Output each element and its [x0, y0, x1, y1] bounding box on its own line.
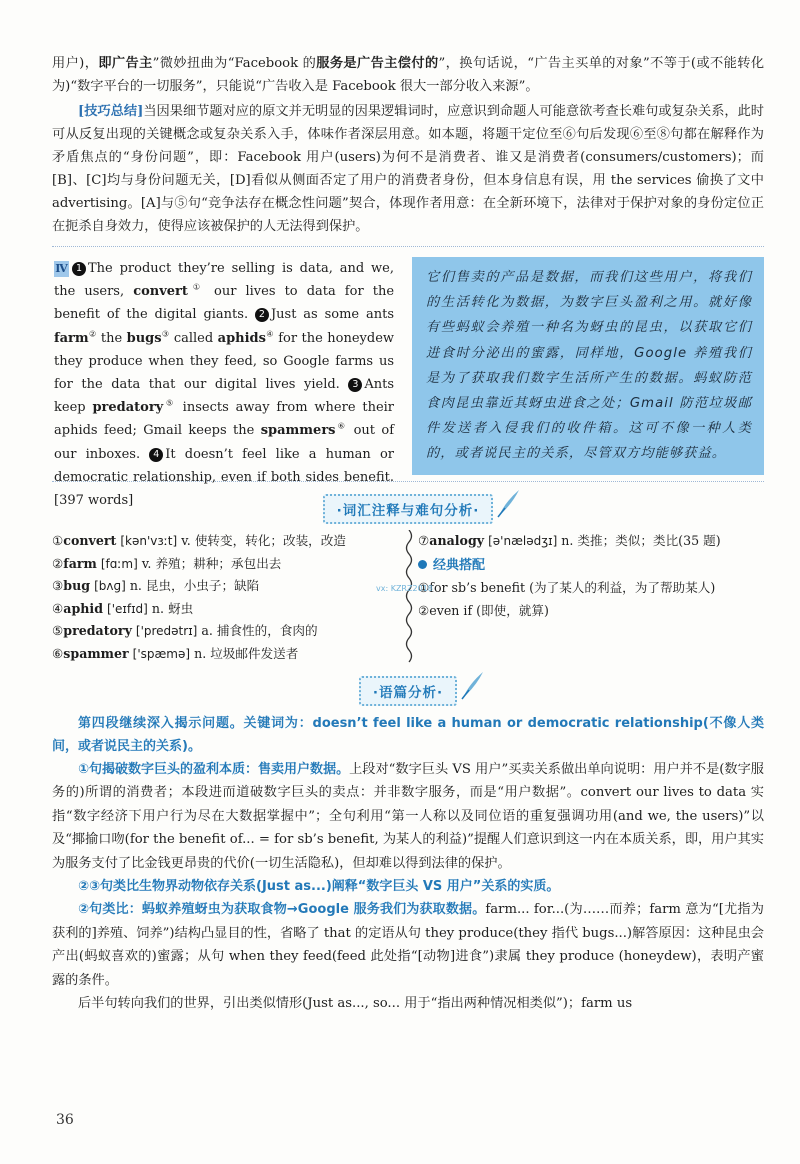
passage-section-4 [52, 257, 764, 509]
vocab-item [52, 620, 400, 643]
vocab-word: farm [54, 330, 89, 346]
passage-text: our lives to data for the benefit of the digital giants. [54, 284, 395, 323]
analysis-banner-wrap [52, 676, 764, 704]
discourse-analysis [52, 712, 764, 1015]
footnote-marker: ⑤ [163, 398, 176, 408]
collocation-item: ①for sb’s benefit (为了某人的利益，为了帮助某人) [418, 580, 716, 596]
tip-summary-paragraph [52, 100, 764, 238]
dotted-divider [52, 246, 764, 247]
vocab-word: aphids [217, 330, 266, 346]
vocab-word: predatory [92, 400, 164, 416]
analysis-paragraph-1: ①句揭破数字巨头的盈利本质：售卖用户数据。上段对“数字巨头 VS 用户”买卖关系做出单向说明：用户并不是(数字服务的)所谓的消费者；本段进而道破数字巨头的卖点：并非数字服务，而是“用户数据”。convert our lives to data 实指“数字经济下用户行为尽在大数据掌握中”；全句利用“第一人称以及同位语的重复强调功用(and we, the users)”以及“揶揄口吻(for the benefit of... = for sb’s benefit, 为某人的利益)”提醒人们意识到这一内在本质关系，即，用户其实为服务支付了比金钱更昂贵的代价(一切生活隐私)，但却难以得到法律的保护。 [52, 762, 764, 871]
vocab-item [52, 575, 400, 598]
vocab-headword: aphid [63, 600, 104, 616]
vocab-banner-wrap [52, 494, 764, 522]
text-run: 用户)， [52, 56, 99, 71]
passage-text: The product they’re selling is data, and we, the users, [54, 261, 394, 300]
paragraph-continuation [52, 52, 764, 98]
footnote-marker: ③ [161, 329, 170, 339]
english-passage [52, 257, 395, 509]
vocab-phonetic: [bʌɡ] [94, 579, 126, 594]
sentence-number: 4 [149, 448, 163, 462]
vocab-section [52, 530, 764, 670]
analysis-banner [359, 676, 457, 706]
passage-text: It doesn’t feel like a human or democratic relationship, even if both sides benefit. [397 words] [54, 446, 394, 509]
vocab-headword: convert [63, 533, 117, 548]
vocab-headword: analogy [429, 533, 485, 548]
passage-text: Just as some ants [270, 307, 394, 323]
passage-text: Ants keep [54, 377, 394, 416]
analysis-heading-2: ②③句类比生物界动物依存关系(Just as...)阐释“数字巨头 VS 用户”关系的实质。 [78, 879, 560, 895]
passage-text: called [169, 330, 218, 346]
chinese-translation-box: 它们售卖的产品是数据，而我们这些用户，将我们的生活转化为数据，为数字巨头盈利之用。就好像有些蚂蚁会养殖一种名为蚜虫的昆虫，以获取它们进食时分泌出的蜜露，同样地，Google 养殖我们是为了获取我们数字生活所产生的数据。蚂蚁防范食肉昆虫靠近其蚜虫进食之处；Gmail 防范垃圾邮件发送者入侵我们的收件箱。这可不像一种人类的，或者说民主的关系，尽管双方均能够获益。 [412, 257, 764, 475]
vocab-definition: n. 昆虫，小虫子；缺陷 [129, 578, 260, 594]
classic-collocation-title: 经典搭配 [418, 555, 764, 578]
vocab-phonetic: [kən'vɜːt] [120, 534, 178, 548]
vocab-num: ③ [52, 578, 64, 594]
footnote-marker: ② [88, 329, 97, 339]
bold-run: 服务是广告主偿付的 [316, 56, 439, 71]
text-run: ”微妙扭曲为“Facebook 的 [152, 56, 317, 71]
vocab-definition: a. 捕食性的，食肉的 [201, 623, 318, 639]
bold-run: 即广告主 [98, 56, 153, 71]
passage-text: for the honeydew they produce when they feed, so Google farms us for the data that our digital lives yield. [54, 330, 395, 393]
page-content [52, 52, 764, 1015]
sentence-number: 2 [255, 308, 269, 322]
vocab-definition: v. 使转变，转化；改装，改造 [181, 533, 346, 548]
vocab-definition: v. 养殖；耕种；承包出去 [141, 555, 282, 571]
vocab-num: ⑤ [52, 623, 64, 639]
analysis-banner-text: ·语篇分析· [372, 685, 444, 701]
vocab-num: ④ [52, 600, 64, 616]
passage-text: insects away from where their aphids feed; Gmail keeps the [54, 400, 395, 439]
vocab-num: ⑦ [418, 533, 430, 548]
footnote-marker: ④ [265, 329, 274, 339]
vocab-item [52, 643, 400, 666]
footnote-marker: ① [187, 282, 205, 292]
passage-text: out of our inboxes. [54, 423, 395, 462]
vocab-banner [323, 494, 494, 524]
analysis-paragraph-4: 后半句转向我们的世界，引出类似情形(Just as..., so... 用于“指出两种情况相类似”)；farm us [78, 996, 633, 1012]
sentence-number: 3 [348, 378, 362, 392]
quill-icon [459, 670, 485, 700]
text-run: ”，换句话说，“广告主买单的对象”不等于(或不能转化为)“数字平台的一切服务”，只能说“广告收入是 Facebook 很大一部分收入来源”。 [52, 56, 765, 94]
vocab-definition: n. 类推；类似；类比(35 题) [561, 533, 721, 548]
tip-summary-label: [技巧总结] [78, 104, 144, 119]
vocab-num: ① [52, 533, 64, 548]
watermark-text: vx: KZRZ2018 [376, 584, 433, 593]
vocab-phonetic: [fɑːm] [100, 556, 138, 571]
paragraph-tag: Ⅳ [55, 261, 68, 275]
vocab-headword: spammer [63, 645, 129, 661]
sentence-number: 1 [72, 262, 86, 276]
vocab-headword: predatory [63, 623, 132, 639]
vocab-list-right [418, 530, 764, 553]
passage-text: the [96, 330, 127, 346]
vocab-item [52, 553, 400, 576]
vocab-right-column [418, 530, 764, 670]
vocab-headword: bug [63, 578, 91, 594]
analysis-paragraph-3: ②句类比：蚂蚁养殖蚜虫为获取食物→Google 服务我们为获取数据。farm... for...(为……而养；farm 意为“[尤指为获利的]养殖、饲养”)结构凸显目的性，省略了 that 的定语从句 they produce(they 指代 bugs...)解答原因：这种昆虫会产出(蚂蚁喜欢的)蜜露；从句 when they feed(feed 此处指“[动物]进食”)隶属 they produce (honeydew)，表明产蜜露的条件。 [52, 902, 764, 988]
vocab-num: ② [52, 555, 64, 571]
footnote-marker: ⑥ [335, 422, 348, 432]
vocab-word: bugs [126, 330, 162, 346]
vocab-phonetic: [ə'nælədʒɪ] [488, 534, 558, 548]
vocab-headword: farm [63, 555, 97, 571]
vocab-num: ⑥ [52, 645, 64, 661]
vocab-word: convert [133, 284, 188, 300]
page-number: 36 [56, 1112, 74, 1128]
vocab-definition: n. 蚜虫 [151, 600, 194, 616]
collocation-item: ②even if (即使，就算) [418, 602, 549, 618]
vocab-item [52, 530, 400, 553]
tip-summary-text: 当因果细节题对应的原文并无明显的因果逻辑词时，应意识到命题人可能意欲考查长难句或复杂关系，此时可从反复出现的关键概念或复杂关系入手，体味作者深层用意。如本题，将题干定位至⑥句后发现⑥至⑧句都在解释作为矛盾焦点的“身份问题”，即：Facebook 用户(users)为何不是消费者、谁又是消费者(consumers/customers)；而[B]、[C]均与身份问题无关，[D]看似从侧面否定了用户的消费者身份，但本身信息有误，用 the services 偷换了文中 advertising。[A]与⑤句“竞争法存在概念性问题”契合，体现作者用意：在全新环境下，法律对于保护对象的身份定位正在扼杀自身效力，使得应该被保护的人无法得到保护。 [52, 104, 764, 234]
quill-icon [495, 488, 521, 518]
vocab-list [52, 530, 400, 670]
vocab-phonetic: ['eɪfɪd] [107, 601, 148, 616]
analysis-intro: 第四段继续深入揭示问题。关键词为：doesn’t feel like a human or democratic relationship(不像人类间，或者说民主的关系)。 [52, 716, 764, 754]
vocab-item [52, 598, 400, 621]
wavy-divider [400, 530, 418, 670]
vocab-item [418, 530, 764, 553]
bullet-icon [418, 560, 427, 569]
vocab-banner-text: ·词汇注释与难句分析· [336, 503, 480, 519]
vocab-phonetic: ['spæmə] [132, 646, 191, 661]
vocab-phonetic: ['predətrɪ] [135, 624, 198, 639]
vocab-definition: n. 垃圾邮件发送者 [194, 645, 299, 661]
vocab-word: spammers [260, 423, 336, 439]
